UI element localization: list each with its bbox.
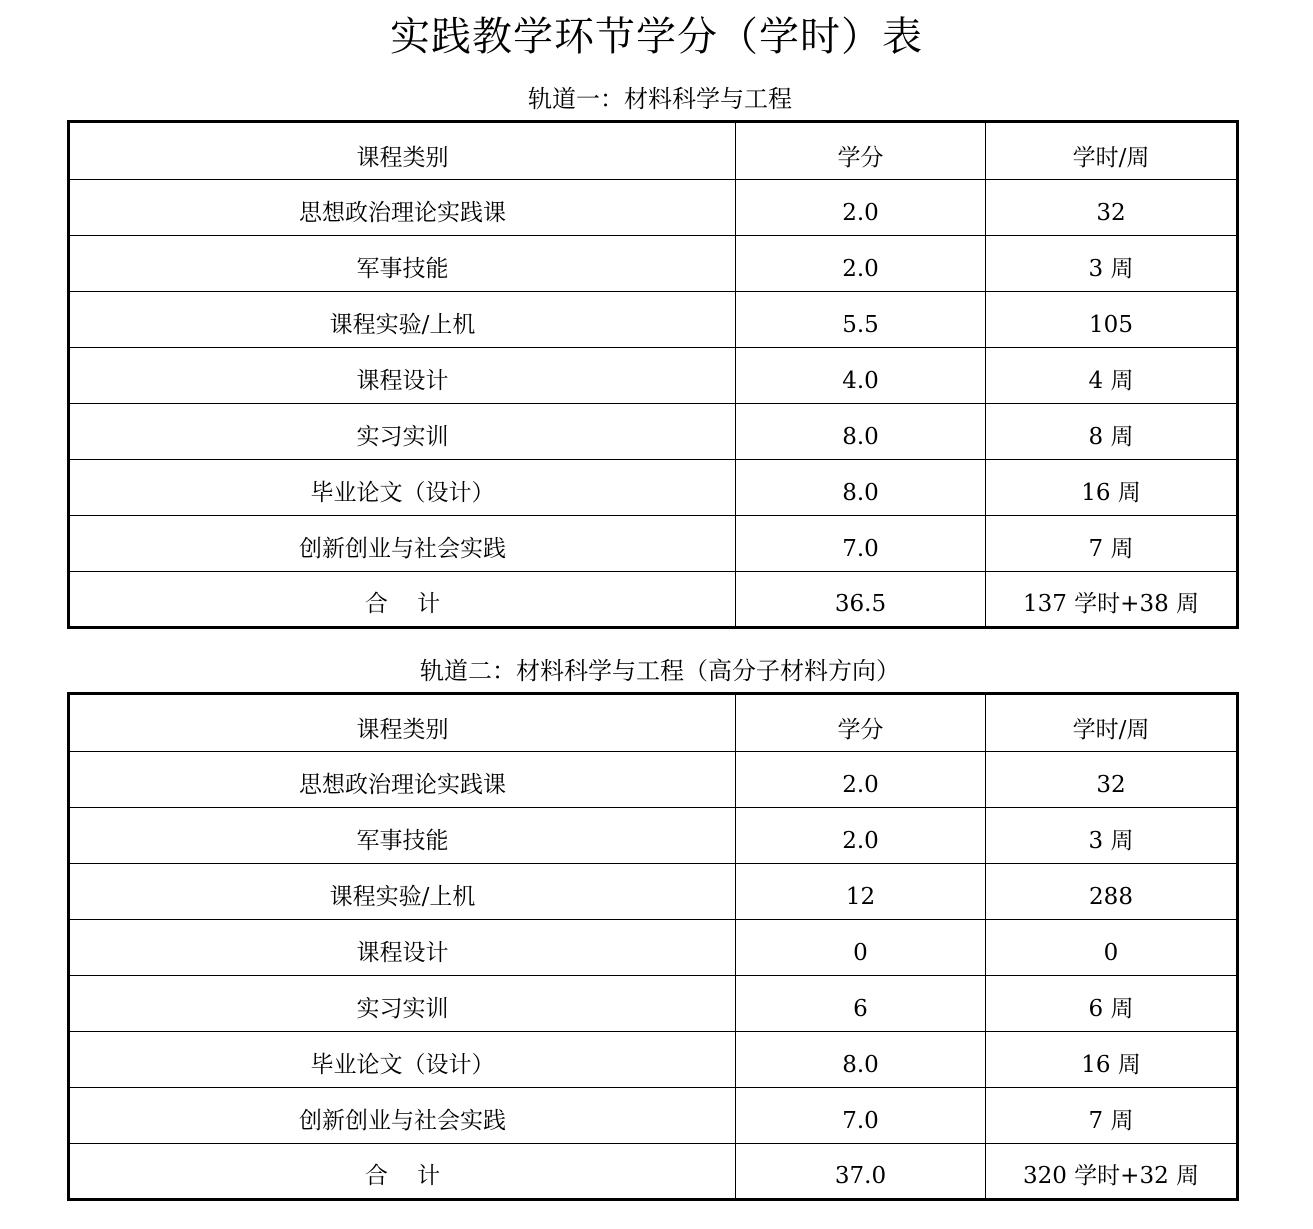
- credits-cell: 0: [736, 920, 986, 976]
- category-cell: 思想政治理论实践课: [69, 752, 736, 808]
- table-row: [69, 180, 1238, 236]
- hours-cell: 3 周: [986, 236, 1238, 292]
- column-header-credits: 学分: [736, 694, 986, 752]
- category-cell: 课程设计: [69, 920, 736, 976]
- hours-cell: 288: [986, 864, 1238, 920]
- credits-cell: 8.0: [736, 460, 986, 516]
- total-hours-cell: 320 学时+32 周: [986, 1144, 1238, 1200]
- hours-cell: 105: [986, 292, 1238, 348]
- category-cell: 实习实训: [69, 976, 736, 1032]
- column-header-hours: 学时/周: [986, 694, 1238, 752]
- hours-cell: 4 周: [986, 348, 1238, 404]
- table-row: [69, 236, 1238, 292]
- table-row: [69, 864, 1238, 920]
- hours-cell: 32: [986, 180, 1238, 236]
- page-title: 实践教学环节学分（学时）表: [390, 14, 923, 60]
- credits-cell: 4.0: [736, 348, 986, 404]
- table-header-row: [69, 694, 1238, 752]
- table-row: [69, 460, 1238, 516]
- total-row: [69, 572, 1238, 628]
- column-header-category: 课程类别: [69, 122, 736, 180]
- table-row: [69, 516, 1238, 572]
- hours-cell: 16 周: [986, 460, 1238, 516]
- table-row: [69, 1032, 1238, 1088]
- table-row: [69, 348, 1238, 404]
- credits-cell: 2.0: [736, 752, 986, 808]
- column-header-category: 课程类别: [69, 694, 736, 752]
- credits-cell: 8.0: [736, 404, 986, 460]
- credits-cell: 6: [736, 976, 986, 1032]
- credits-cell: 8.0: [736, 1032, 986, 1088]
- column-header-hours: 学时/周: [986, 122, 1238, 180]
- track-1-credits-table: [67, 120, 1239, 629]
- track-2-credits-table: [67, 692, 1239, 1201]
- credits-cell: 7.0: [736, 516, 986, 572]
- total-hours-cell: 137 学时+38 周: [986, 572, 1238, 628]
- table-row: [69, 976, 1238, 1032]
- category-cell: 课程实验/上机: [69, 864, 736, 920]
- table-row: [69, 808, 1238, 864]
- category-cell: 军事技能: [69, 236, 736, 292]
- total-label-cell: 合 计: [69, 1144, 736, 1200]
- hours-cell: 16 周: [986, 1032, 1238, 1088]
- table-row: [69, 752, 1238, 808]
- table-header-row: [69, 122, 1238, 180]
- hours-cell: 8 周: [986, 404, 1238, 460]
- credits-cell: 7.0: [736, 1088, 986, 1144]
- category-cell: 毕业论文（设计）: [69, 1032, 736, 1088]
- category-cell: 思想政治理论实践课: [69, 180, 736, 236]
- track-1-title: 轨道一：材料科学与工程: [528, 85, 792, 113]
- category-cell: 课程设计: [69, 348, 736, 404]
- category-cell: 创新创业与社会实践: [69, 1088, 736, 1144]
- category-cell: 创新创业与社会实践: [69, 516, 736, 572]
- hours-cell: 7 周: [986, 516, 1238, 572]
- table-row: [69, 1088, 1238, 1144]
- category-cell: 课程实验/上机: [69, 292, 736, 348]
- category-cell: 军事技能: [69, 808, 736, 864]
- total-row: [69, 1144, 1238, 1200]
- credits-cell: 2.0: [736, 180, 986, 236]
- table-row: [69, 920, 1238, 976]
- table-row: [69, 292, 1238, 348]
- category-cell: 毕业论文（设计）: [69, 460, 736, 516]
- credits-cell: 2.0: [736, 236, 986, 292]
- hours-cell: 32: [986, 752, 1238, 808]
- total-credits-cell: 36.5: [736, 572, 986, 628]
- credits-cell: 5.5: [736, 292, 986, 348]
- track-2-title: 轨道二：材料科学与工程（高分子材料方向）: [420, 657, 900, 685]
- hours-cell: 3 周: [986, 808, 1238, 864]
- credits-cell: 2.0: [736, 808, 986, 864]
- hours-cell: 7 周: [986, 1088, 1238, 1144]
- total-label-cell: 合 计: [69, 572, 736, 628]
- category-cell: 实习实训: [69, 404, 736, 460]
- table-row: [69, 404, 1238, 460]
- total-credits-cell: 37.0: [736, 1144, 986, 1200]
- credits-cell: 12: [736, 864, 986, 920]
- hours-cell: 0: [986, 920, 1238, 976]
- column-header-credits: 学分: [736, 122, 986, 180]
- hours-cell: 6 周: [986, 976, 1238, 1032]
